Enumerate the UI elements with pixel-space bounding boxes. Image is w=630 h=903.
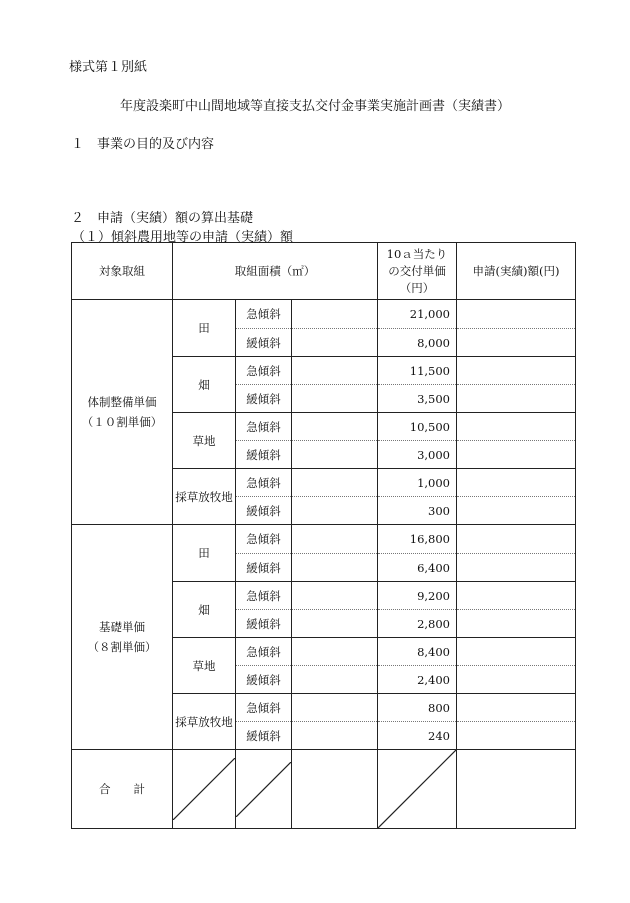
application-amount-table [71, 242, 576, 829]
table-row [72, 300, 576, 329]
slope-cell: 急傾斜 [236, 525, 292, 554]
group-name-line1: 体制整備単価 [87, 395, 157, 409]
area-input-cell[interactable] [292, 694, 378, 722]
diagonal-strike [173, 758, 235, 820]
land-type-cell: 畑 [173, 357, 236, 413]
unit-price-cell: 8,400 [378, 638, 457, 666]
document-title: 年度設楽町中山間地域等直接支払交付金事業実施計画書（実績書） [119, 99, 510, 114]
slope-cell: 急傾斜 [236, 582, 292, 610]
slope-cell: 緩傾斜 [236, 722, 292, 750]
slope-cell: 緩傾斜 [236, 610, 292, 638]
land-type-cell: 採草放牧地 [173, 694, 236, 750]
header-unit-price [378, 243, 457, 300]
land-type-cell: 畑 [173, 582, 236, 638]
slope-cell: 緩傾斜 [236, 385, 292, 413]
header-unit-price-line1: 10ａ当たり [386, 246, 448, 261]
slope-cell: 緩傾斜 [236, 666, 292, 694]
amount-input-cell[interactable] [457, 441, 576, 469]
area-input-cell[interactable] [292, 329, 378, 357]
unit-price-cell: 3,500 [378, 385, 457, 413]
header-amount: 申請(実績)額(円) [457, 243, 576, 300]
area-input-cell[interactable] [292, 441, 378, 469]
unit-price-cell: 11,500 [378, 357, 457, 385]
unit-price-cell: 300 [378, 497, 457, 525]
land-type-cell: 田 [173, 525, 236, 582]
header-target: 対象取組 [72, 243, 173, 300]
area-input-cell[interactable] [292, 469, 378, 497]
slope-cell: 急傾斜 [236, 357, 292, 385]
slope-cell: 急傾斜 [236, 469, 292, 497]
slope-cell: 緩傾斜 [236, 441, 292, 469]
unit-price-cell: 21,000 [378, 300, 457, 329]
section-1-heading: １ 事業の目的及び内容 [71, 137, 215, 152]
unit-price-cell: 240 [378, 722, 457, 750]
group-name-cell [72, 300, 173, 525]
amount-input-cell[interactable] [457, 582, 576, 610]
amount-input-cell[interactable] [457, 497, 576, 525]
slope-cell: 緩傾斜 [236, 497, 292, 525]
slope-cell: 急傾斜 [236, 694, 292, 722]
amount-input-cell[interactable] [457, 694, 576, 722]
slope-cell: 緩傾斜 [236, 554, 292, 582]
form-label: 様式第１別紙 [69, 60, 148, 75]
amount-input-cell[interactable] [457, 329, 576, 357]
unit-price-cell: 8,000 [378, 329, 457, 357]
total-slope-empty-cell [236, 750, 292, 829]
amount-input-cell[interactable] [457, 469, 576, 497]
area-input-cell[interactable] [292, 525, 378, 554]
area-input-cell[interactable] [292, 638, 378, 666]
slope-cell: 急傾斜 [236, 300, 292, 329]
amount-input-cell[interactable] [457, 638, 576, 666]
unit-price-cell: 16,800 [378, 525, 457, 554]
header-area: 取組面積（㎡） [173, 243, 378, 300]
amount-input-cell[interactable] [457, 666, 576, 694]
unit-price-cell: 3,000 [378, 441, 457, 469]
diagonal-strike [378, 750, 456, 828]
area-input-cell[interactable] [292, 666, 378, 694]
unit-price-cell: 2,400 [378, 666, 457, 694]
area-input-cell[interactable] [292, 497, 378, 525]
header-unit-price-line2: の交付単価 [388, 263, 446, 278]
amount-input-cell[interactable] [457, 385, 576, 413]
slope-cell: 緩傾斜 [236, 329, 292, 357]
area-input-cell[interactable] [292, 722, 378, 750]
unit-price-cell: 800 [378, 694, 457, 722]
total-amount-cell[interactable] [457, 750, 576, 829]
land-type-cell: 採草放牧地 [173, 469, 236, 525]
area-input-cell[interactable] [292, 385, 378, 413]
subsection-1-heading: （１）傾斜農用地等の申請（実績）額 [72, 230, 294, 245]
header-unit-price-line3: （円） [399, 280, 435, 295]
table-row [72, 525, 576, 554]
unit-price-cell: 10,500 [378, 413, 457, 441]
header-row [72, 243, 576, 300]
slope-cell: 急傾斜 [236, 638, 292, 666]
amount-input-cell[interactable] [457, 357, 576, 385]
area-input-cell[interactable] [292, 582, 378, 610]
unit-price-cell: 2,800 [378, 610, 457, 638]
amount-input-cell[interactable] [457, 525, 576, 554]
land-type-cell: 草地 [173, 638, 236, 694]
area-input-cell[interactable] [292, 357, 378, 385]
total-area-cell[interactable] [292, 750, 378, 829]
land-type-cell: 田 [173, 300, 236, 357]
group-name-cell [72, 525, 173, 750]
amount-input-cell[interactable] [457, 554, 576, 582]
group-name-line2: （８割単価） [87, 640, 157, 654]
total-row [72, 750, 576, 829]
amount-input-cell[interactable] [457, 722, 576, 750]
total-unit-price-empty-cell [378, 750, 457, 829]
unit-price-cell: 1,000 [378, 469, 457, 497]
slope-cell: 急傾斜 [236, 413, 292, 441]
group-name-line1: 基礎単価 [99, 620, 145, 634]
area-input-cell[interactable] [292, 554, 378, 582]
amount-input-cell[interactable] [457, 610, 576, 638]
group-name-line2: （１０割単価） [81, 415, 163, 429]
area-input-cell[interactable] [292, 300, 378, 329]
amount-input-cell[interactable] [457, 413, 576, 441]
area-input-cell[interactable] [292, 610, 378, 638]
diagonal-strike [236, 762, 291, 817]
unit-price-cell: 9,200 [378, 582, 457, 610]
amount-input-cell[interactable] [457, 300, 576, 329]
unit-price-cell: 6,400 [378, 554, 457, 582]
total-label: 合 計 [72, 750, 173, 829]
area-input-cell[interactable] [292, 413, 378, 441]
total-land-empty-cell [173, 750, 236, 829]
section-2-heading: ２ 申請（実績）額の算出基礎 [71, 211, 254, 226]
land-type-cell: 草地 [173, 413, 236, 469]
